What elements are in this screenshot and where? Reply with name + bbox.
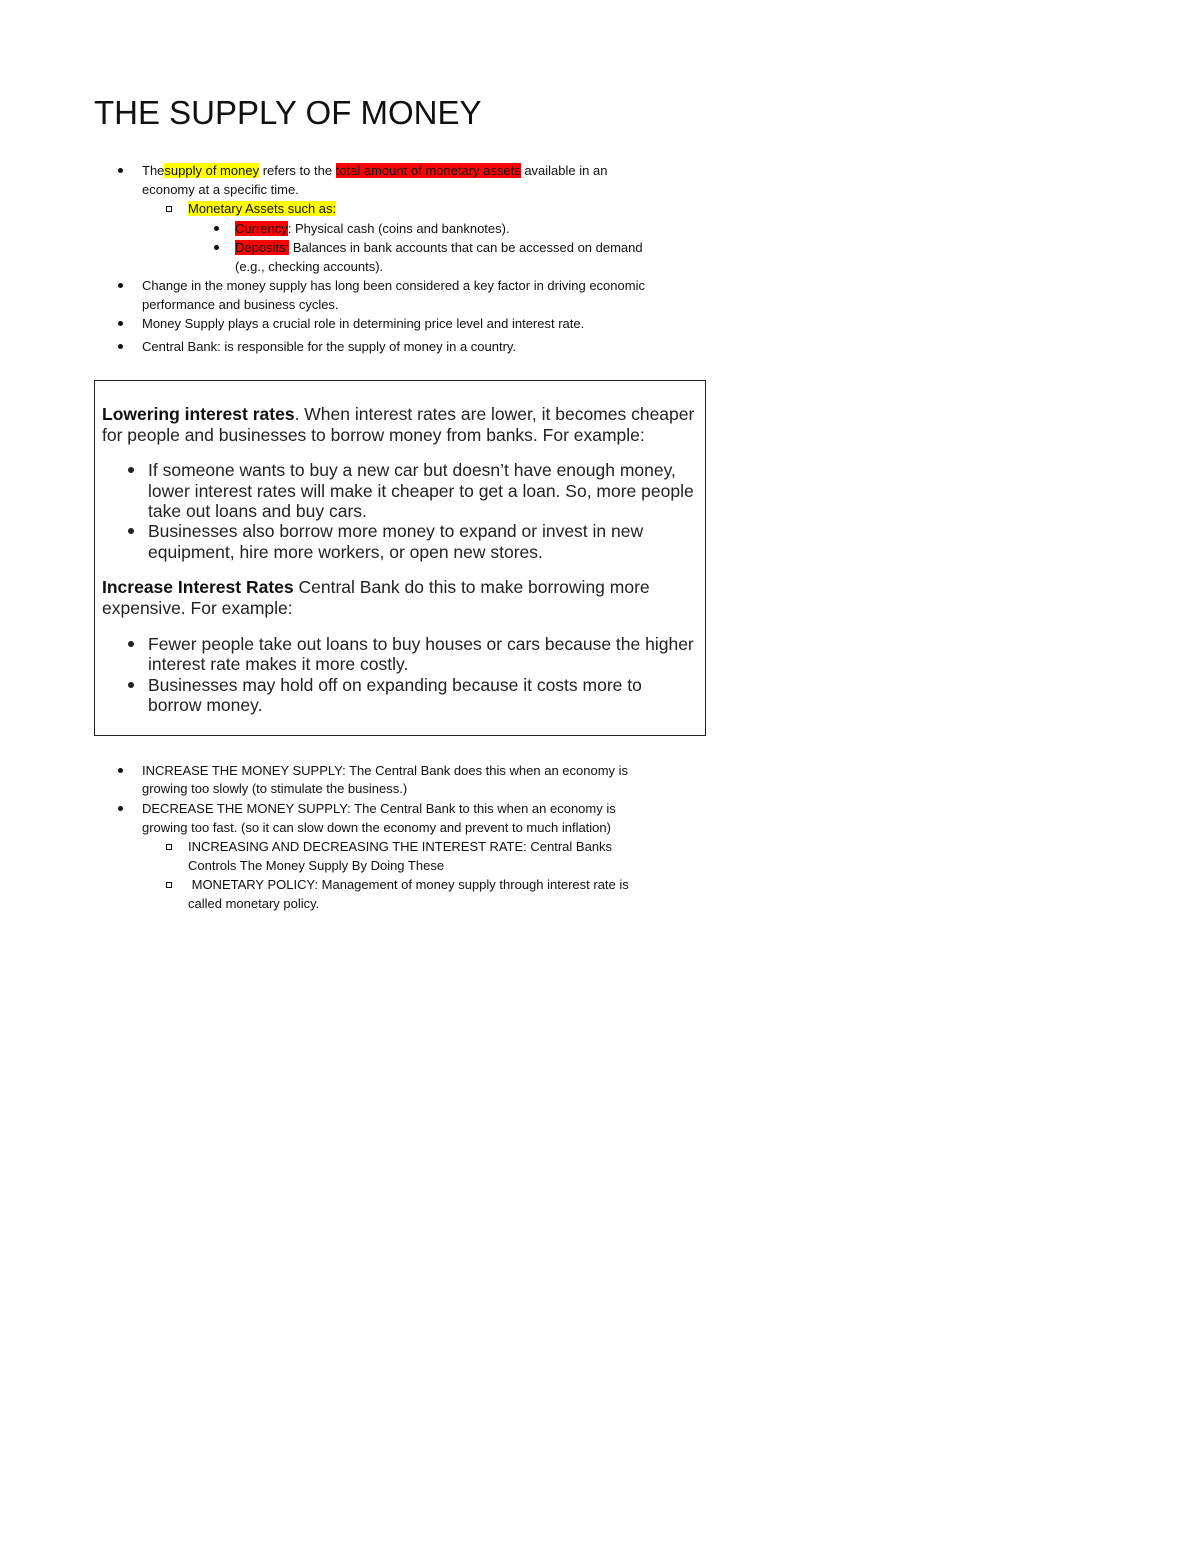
list-item-continuation: growing too fast. (so it can slow down the economy and prevent to much inflation) [142, 820, 611, 835]
square-bullet-icon [166, 844, 172, 850]
paragraph-increase [102, 577, 650, 598]
bold-heading-lowering: Lowering interest rates [102, 404, 295, 424]
bullet-icon [118, 321, 123, 326]
list-item: Change in the money supply has long been considered a key factor in driving economic [142, 278, 645, 293]
list-item [235, 238, 643, 257]
bullet-icon [128, 682, 134, 688]
list-item-text: available in an [524, 163, 608, 178]
list-item: If someone wants to buy a new car but doesn’t have enough money, [148, 460, 676, 480]
list-item: Businesses also borrow more money to expand or invest in new [148, 521, 644, 541]
highlight-deposits: Deposits: [235, 240, 290, 255]
list-item-continuation: lower interest rates will make it cheaper to get a loan. So, more people [148, 481, 694, 501]
bullet-icon [118, 344, 123, 349]
list-item-text: Balances in bank accounts that can be accessed on demand [292, 240, 643, 255]
paragraph-lowering [102, 404, 694, 425]
bullet-icon [214, 245, 219, 250]
bullet-icon [128, 528, 134, 534]
list-item-continuation: equipment, hire more workers, or open new stores. [148, 542, 543, 562]
page-title: THE SUPPLY OF MONEY [94, 94, 482, 131]
square-bullet-icon [166, 206, 172, 212]
bullet-icon [128, 641, 134, 647]
list-item-continuation: growing too slowly (to stimulate the business.) [142, 781, 408, 796]
list-item-continuation: borrow money. [148, 695, 263, 715]
square-bullet-icon [166, 882, 172, 888]
list-item-continuation: called monetary policy. [188, 896, 320, 911]
bullet-icon [128, 467, 134, 473]
list-item-text: : Physical cash (coins and banknotes). [287, 221, 510, 236]
list-item-continuation: interest rate makes it more costly. [148, 654, 409, 674]
list-item: Businesses may hold off on expanding because it costs more to [148, 675, 642, 695]
list-item: INCREASING AND DECREASING THE INTEREST RATE: Central Banks [188, 839, 613, 854]
list-item: INCREASE THE MONEY SUPPLY: The Central Bank does this when an economy is [142, 763, 629, 778]
highlight-monetary-assets: Monetary Assets such as: [188, 201, 337, 216]
bold-heading-increase: Increase Interest Rates [102, 577, 294, 597]
list-item-continuation: performance and business cycles. [142, 297, 339, 312]
list-item-text: The [142, 163, 165, 178]
list-item-continuation: take out loans and buy cars. [148, 501, 367, 521]
highlight-supply-of-money: supply of money [164, 163, 260, 178]
highlight-total-amount: total amount of monetary assets [335, 163, 521, 178]
bullet-icon [118, 768, 123, 773]
list-item: MONETARY POLICY: Management of money supply through interest rate is [188, 877, 629, 892]
bullet-icon [214, 226, 219, 231]
list-item-continuation: economy at a specific time. [142, 182, 299, 197]
paragraph-text: Central Bank do this to make borrowing more [293, 577, 650, 597]
list-item: Central Bank: is responsible for the supply of money in a country. [142, 339, 517, 354]
list-item-continuation: Controls The Money Supply By Doing These [188, 858, 445, 873]
list-item-continuation: (e.g., checking accounts). [235, 259, 384, 274]
bullet-icon [118, 806, 123, 811]
bullet-icon [118, 168, 123, 173]
list-item: Money Supply plays a crucial role in determining price level and interest rate. [142, 316, 585, 331]
bullet-icon [118, 283, 123, 288]
list-item-text: refers to the [262, 163, 333, 178]
list-item [188, 199, 336, 218]
list-item: Fewer people take out loans to buy houses or cars because the higher [148, 634, 694, 654]
paragraph-text: expensive. For example: [102, 598, 293, 618]
interest-rate-box [94, 380, 706, 736]
highlight-currency: Currency [235, 221, 288, 236]
list-item: DECREASE THE MONEY SUPPLY: The Central Bank to this when an economy is [142, 801, 616, 816]
paragraph-text: for people and businesses to borrow money from banks. For example: [102, 425, 645, 445]
list-item [142, 161, 607, 180]
list-item [235, 219, 510, 238]
paragraph-text: . When interest rates are lower, it becomes cheaper [294, 404, 695, 424]
